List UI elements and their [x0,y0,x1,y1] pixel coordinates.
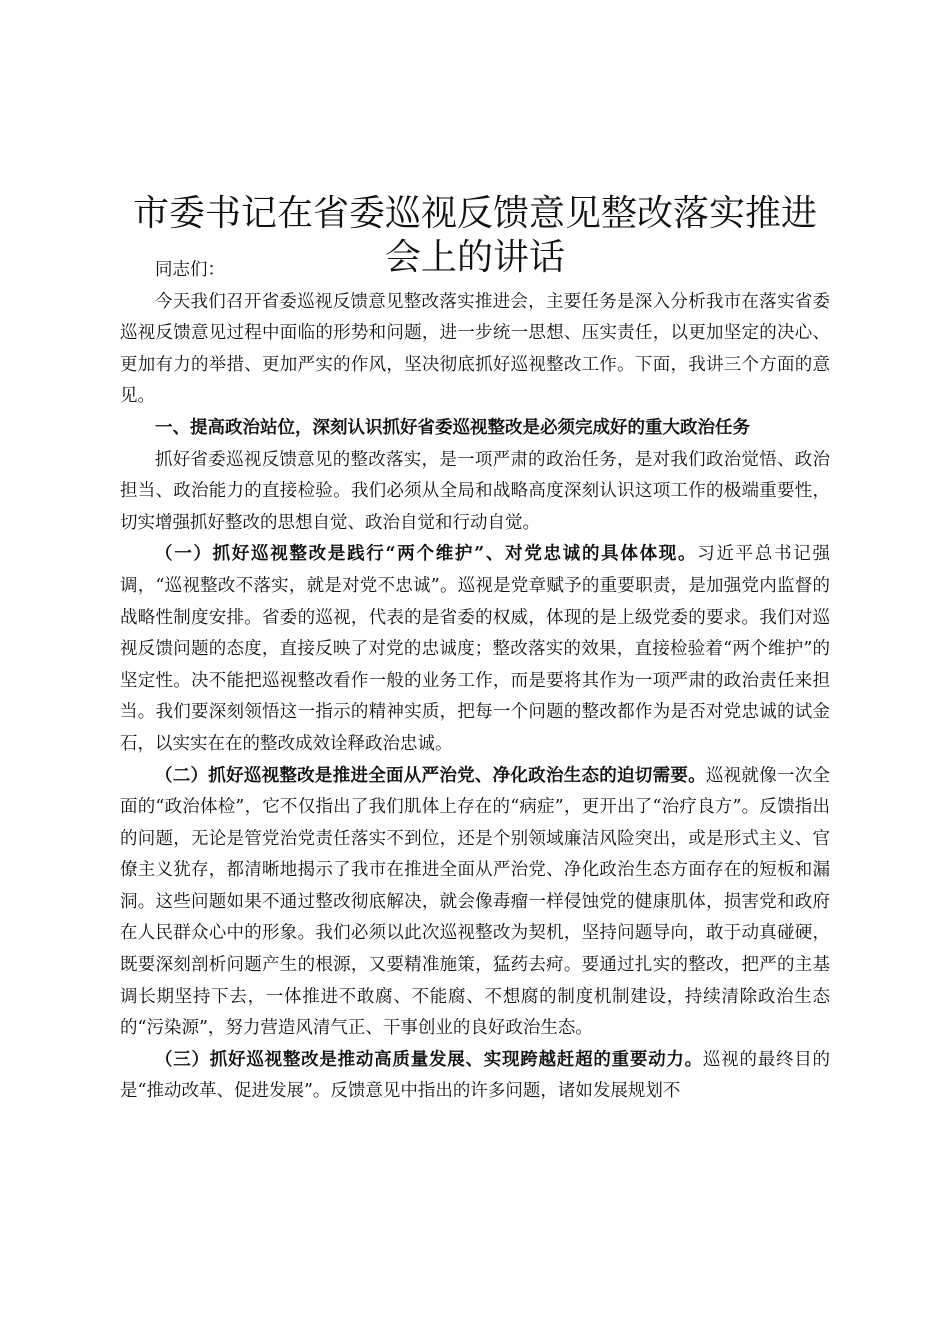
subsection-3-lead: （三）抓好巡视整改是推动高质量发展、实现跨越赶超的重要动力。 [155,1049,703,1070]
section-1-paragraph: 抓好省委巡视反馈意见的整改落实，是一项严肃的政治任务，是对我们政治觉悟、政治担当、政治能力的直接检验。我们必须从全局和战略高度深刻认识这项工作的极端重要性，切实增强抓好整改的思想自觉、政治自觉和行动自觉。 [120,449,830,533]
subsection-2-lead: （二）抓好巡视整改是推进全面从严治党、净化政治生态的迫切需要。 [155,765,706,786]
subsection-1-lead: （一）抓好巡视整改是践行“两个维护”、对党忠诚的具体体现。 [155,544,698,565]
subsection-3 [120,1045,830,1108]
subsection-2 [120,761,830,1045]
subsection-3-text: 巡视的最终目的是“推动改革、促进发展”。反馈意见中指出的许多问题，诸如发展规划不 [120,1049,831,1102]
document-body [120,255,830,1108]
section-heading-1: 一、提高政治站位，深刻认识抓好省委巡视整改是必须完成好的重大政治任务 [155,417,750,438]
intro-paragraph: 今天我们召开省委巡视反馈意见整改落实推进会，主要任务是深入分析我市在落实省委巡视反馈意见过程中面临的形势和问题，进一步统一思想、压实责任，以更加坚定的决心、更加有力的举措、更加严实的作风，坚决彻底抓好巡视整改工作。下面，我讲三个方面的意见。 [120,291,830,407]
document-title: 市委书记在省委巡视反馈意见整改落实推进会上的讲话 [132,193,817,279]
salutation: 同志们： [155,260,225,280]
subsection-1-text: 习近平总书记强调，“巡视整改不落实，就是对党不忠诚”。巡视是党章赋予的重要职责，是加强党内监督的战略性制度安排。省委的巡视，代表的是省委的权威，体现的是上级党委的要求。我们对巡视反馈问题的态度，直接反映了对党的忠诚度；整改落实的效果，直接检验着“两个维护”的坚定性。决不能把巡视整改看作一般的业务工作，而是要将其作为一项严肃的政治责任来担当。我们要深刻领悟这一指示的精神实质，把每一个问题的整改都作为是否对党忠诚的试金石，以实实在在的整改成效诠释政治忠诚。 [120,544,830,754]
subsection-1 [120,539,830,760]
subsection-2-text: 巡视就像一次全面的“政治体检”，它不仅指出了我们肌体上存在的“病症”，更开出了“治疗良方”。反馈指出的问题，无论是管党治党责任落实不到位，还是个别领域廉洁风险突出，或是形式主义、官僚主义犹存，都清晰地揭示了我市在推进全面从严治党、净化政治生态方面存在的短板和漏洞。这些问题如果不通过整改彻底解决，就会像毒瘤一样侵蚀党的健康肌体，损害党和政府在人民群众心中的形象。我们必须以此次巡视整改为契机，坚持问题导向，敢于动真碰硬，既要深刻剖析问题产生的根源，又要精准施策，猛药去疴。要通过扎实的整改，把严的主基调长期坚持下去，一体推进不敢腐、不能腐、不想腐的制度机制建设，持续清除政治生态的“污染源”，努力营造风清气正、干事创业的良好政治生态。 [120,765,831,1039]
